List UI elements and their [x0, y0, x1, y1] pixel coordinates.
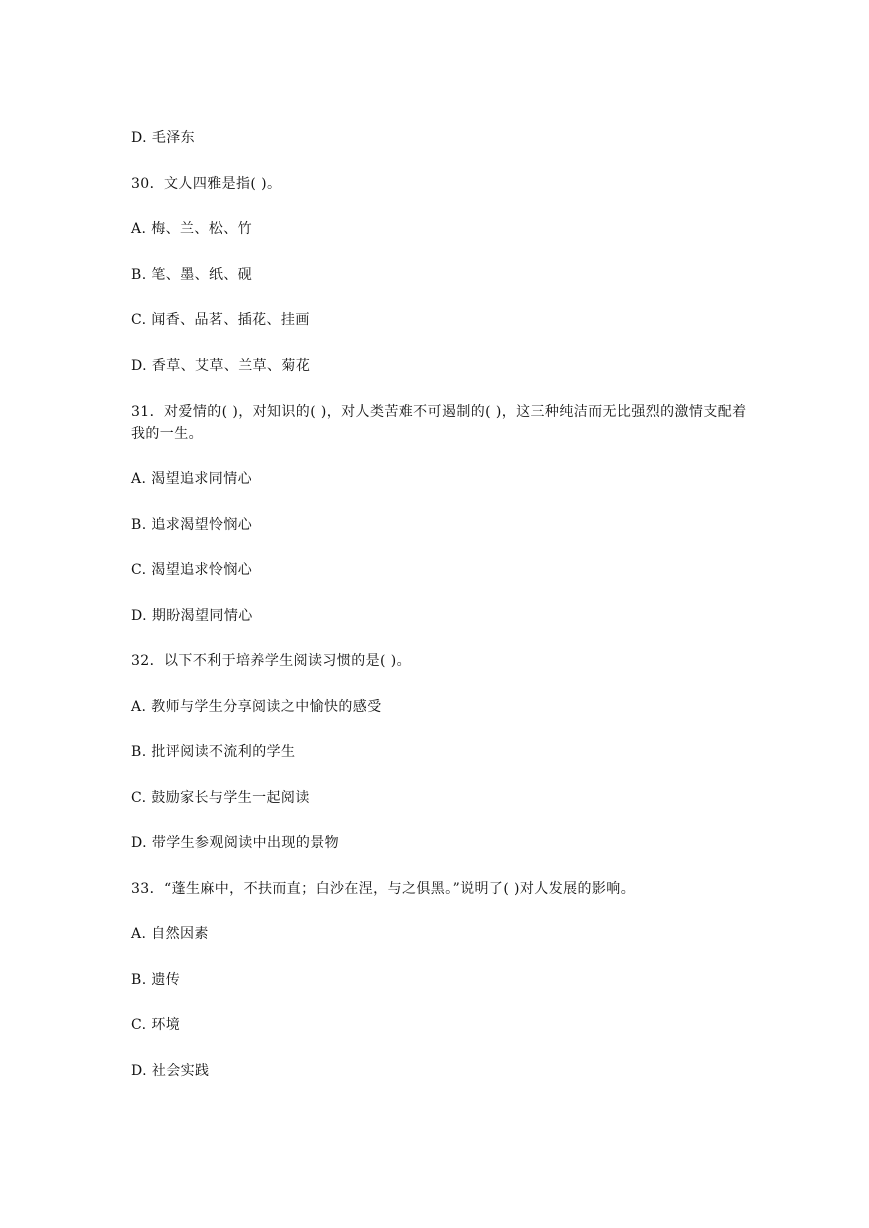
option-d-q31: D. 期盼渴望同情心 — [131, 608, 253, 624]
option-b-q31: B. 追求渴望怜悯心 — [131, 517, 253, 533]
option-d-q33: D. 社会实践 — [131, 1063, 210, 1079]
option-d-q30: D. 香草、艾草、兰草、菊花 — [131, 358, 311, 374]
option-c-q32: C. 鼓励家长与学生一起阅读 — [131, 790, 310, 806]
option-d-q32: D. 带学生参观阅读中出现的景物 — [131, 835, 340, 851]
option-c-q30: C. 闻香、品茗、插花、挂画 — [131, 312, 310, 328]
question-30: 30．文人四雅是指( )。 — [131, 176, 282, 192]
option-d-q29: D. 毛泽东 — [131, 130, 196, 146]
question-32: 32．以下不利于培养学生阅读习惯的是( )。 — [131, 653, 411, 669]
option-b-q32: B. 批评阅读不流利的学生 — [131, 744, 296, 760]
option-c-q33: C. 环境 — [131, 1017, 181, 1033]
question-31: 31．对爱情的( )，对知识的( )，对人类苦难不可遏制的( )，这三种纯洁而无比强烈的激情支配着我的一生。 — [131, 404, 747, 442]
option-a-q33: A. 自然因素 — [131, 926, 209, 942]
option-c-q31: C. 渴望追求怜悯心 — [131, 562, 253, 578]
option-a-q32: A. 教师与学生分享阅读之中愉快的感受 — [131, 699, 382, 715]
option-b-q30: B. 笔、墨、纸、砚 — [131, 267, 253, 283]
option-b-q33: B. 遗传 — [131, 972, 181, 988]
option-a-q31: A. 渴望追求同情心 — [131, 471, 253, 487]
option-a-q30: A. 梅、兰、松、竹 — [131, 221, 253, 237]
question-33: 33．“蓬生麻中，不扶而直；白沙在涅，与之俱黑。”说明了( )对人发展的影响。 — [131, 881, 636, 897]
